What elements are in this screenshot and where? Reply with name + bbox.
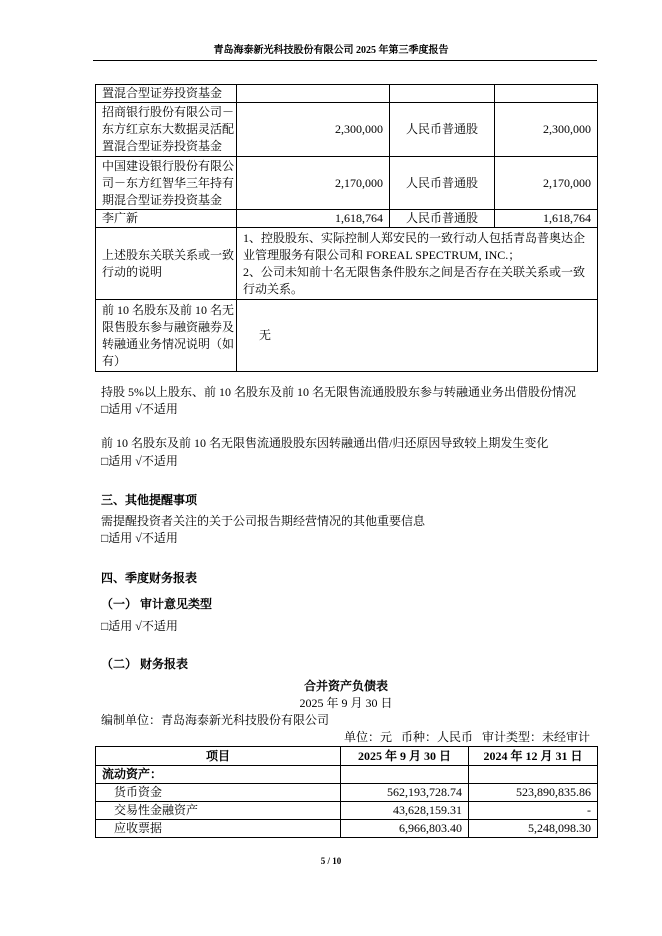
page-number: 5 / 10 [320, 856, 342, 866]
shareholder-name-line: 司－东方红智华三年持有 [102, 175, 235, 190]
share-count-cell: 2,300,000 [495, 103, 598, 157]
audit-opinion-title: （一） 审计意见类型 [101, 597, 213, 611]
relation-label-line: 行动的说明 [102, 264, 163, 279]
item-label: 应收票据 [96, 820, 341, 838]
relation-text-line: 2、公司未知前十名无限售条件股东之间是否存在关联关系或一致 [243, 264, 586, 279]
change-section-text: 前 10 名股东及前 10 名无限售流通股股东因转融通出借/归还原因导致较上期发生变化 [101, 436, 549, 450]
shareholder-name-cell [96, 85, 237, 103]
item-label: 交易性金融资产 [96, 802, 341, 820]
shares-cell: 2,300,000 [237, 103, 390, 157]
shareholder-name-line: 置混合型证券投资基金 [102, 86, 223, 100]
margin-trading-row [96, 300, 598, 372]
balance-sheet-table [95, 746, 598, 838]
shareholder-name-cell [96, 157, 237, 210]
table-row [96, 157, 598, 210]
balance-sheet-unit-line: 单位：元 币种：人民币 审计类型：未经审计 [343, 730, 590, 744]
table-row [96, 784, 598, 802]
prior-value: 5,248,098.30 [469, 820, 598, 838]
table-row [96, 210, 598, 228]
relation-label-line: 上述股东关联关系或一致 [102, 247, 235, 262]
lending-section-options: □适用 √不适用 [101, 402, 178, 416]
shareholder-name-cell [96, 103, 237, 157]
margin-trading-label-line: 前 10 名股东及前 10 名无 [102, 302, 235, 317]
column-header-current: 2025 年 9 月 30 日 [341, 747, 469, 766]
shareholder-name-line: 李广新 [102, 211, 139, 225]
page-header-title: 青岛海泰新光科技股份有限公司 2025 年第三季度报告 [213, 45, 449, 56]
column-header-prior: 2024 年 12 月 31 日 [469, 747, 598, 766]
change-section-options: □适用 √不适用 [101, 454, 178, 468]
current-value: 6,966,803.40 [341, 820, 469, 838]
section4-title: 四、季度财务报表 [101, 571, 198, 585]
share-type-cell: 人民币普通股 [390, 157, 495, 210]
relation-text-line: 业管理服务有限公司和 FOREAL SPECTRUM, INC.； [243, 247, 521, 262]
shareholder-name-line: 招商银行股份有限公司－ [102, 105, 235, 119]
shareholder-name-line: 中国建设银行股份有限公 [102, 158, 235, 173]
shareholder-name-line: 期混合型证券投资基金 [102, 192, 223, 207]
share-type-cell: 人民币普通股 [390, 103, 495, 157]
empty-cell [469, 766, 598, 784]
current-value: 43,628,159.31 [341, 802, 469, 820]
shares-cell: 1,618,764 [237, 210, 390, 228]
relation-label-cell [96, 228, 237, 300]
audit-opinion-options: □适用 √不适用 [101, 619, 178, 633]
current-value: 562,193,728.74 [341, 784, 469, 802]
share-count-cell: 2,170,000 [495, 157, 598, 210]
section-label: 流动资产： [96, 766, 341, 784]
financial-statements-title: （二） 财务报表 [101, 657, 189, 671]
shares-cell: 2,170,000 [237, 157, 390, 210]
section3-options: □适用 √不适用 [101, 531, 178, 545]
lending-section-text: 持股 5%以上股东、前 10 名股东及前 10 名无限售流通股股东参与转融通业务出借股份情况 [101, 385, 576, 399]
section3-text: 需提醒投资者关注的关于公司报告期经营情况的其他重要信息 [101, 514, 426, 528]
empty-cell [341, 766, 469, 784]
margin-trading-value: 无 [237, 300, 598, 372]
relation-text-line: 行动关系。 [243, 281, 304, 296]
shareholder-name-line: 置混合型证券投资基金 [102, 139, 223, 153]
table-header-row [96, 747, 598, 766]
share-count-cell [495, 85, 598, 103]
header-divider [93, 60, 597, 61]
prior-value: 523,890,835.86 [469, 784, 598, 802]
shares-cell [237, 85, 390, 103]
relation-text-line: 1、控股股东、实际控制人郑安民的一致行动人包括青岛普奥达企 [243, 230, 586, 245]
share-count-cell: 1,618,764 [495, 210, 598, 228]
balance-sheet-date: 2025 年 9 月 30 日 [299, 696, 393, 710]
table-row [96, 103, 598, 157]
share-type-cell: 人民币普通股 [390, 210, 495, 228]
margin-trading-label-line: 有） [102, 353, 127, 368]
margin-trading-label-line: 限售股东参与融资融券及 [102, 319, 235, 334]
table-row [96, 820, 598, 838]
table-row [96, 85, 598, 103]
prior-value: - [469, 802, 598, 820]
column-header-item: 项目 [96, 747, 341, 766]
margin-trading-label-cell [96, 300, 237, 372]
item-label: 货币资金 [96, 784, 341, 802]
relation-row [96, 228, 598, 300]
share-type-cell [390, 85, 495, 103]
shareholder-name-cell [96, 210, 237, 228]
balance-sheet-preparer: 编制单位：青岛海泰新光科技股份有限公司 [101, 713, 330, 727]
shareholders-table [95, 84, 598, 372]
margin-trading-label-line: 转融通业务情况说明（如 [102, 336, 235, 351]
shareholder-name-line: 东方红京东大数据灵活配 [102, 122, 235, 136]
section-row [96, 766, 598, 784]
section3-title: 三、其他提醒事项 [101, 493, 198, 507]
table-row [96, 802, 598, 820]
balance-sheet-title: 合并资产负债表 [303, 679, 388, 693]
relation-text-cell [237, 228, 598, 300]
